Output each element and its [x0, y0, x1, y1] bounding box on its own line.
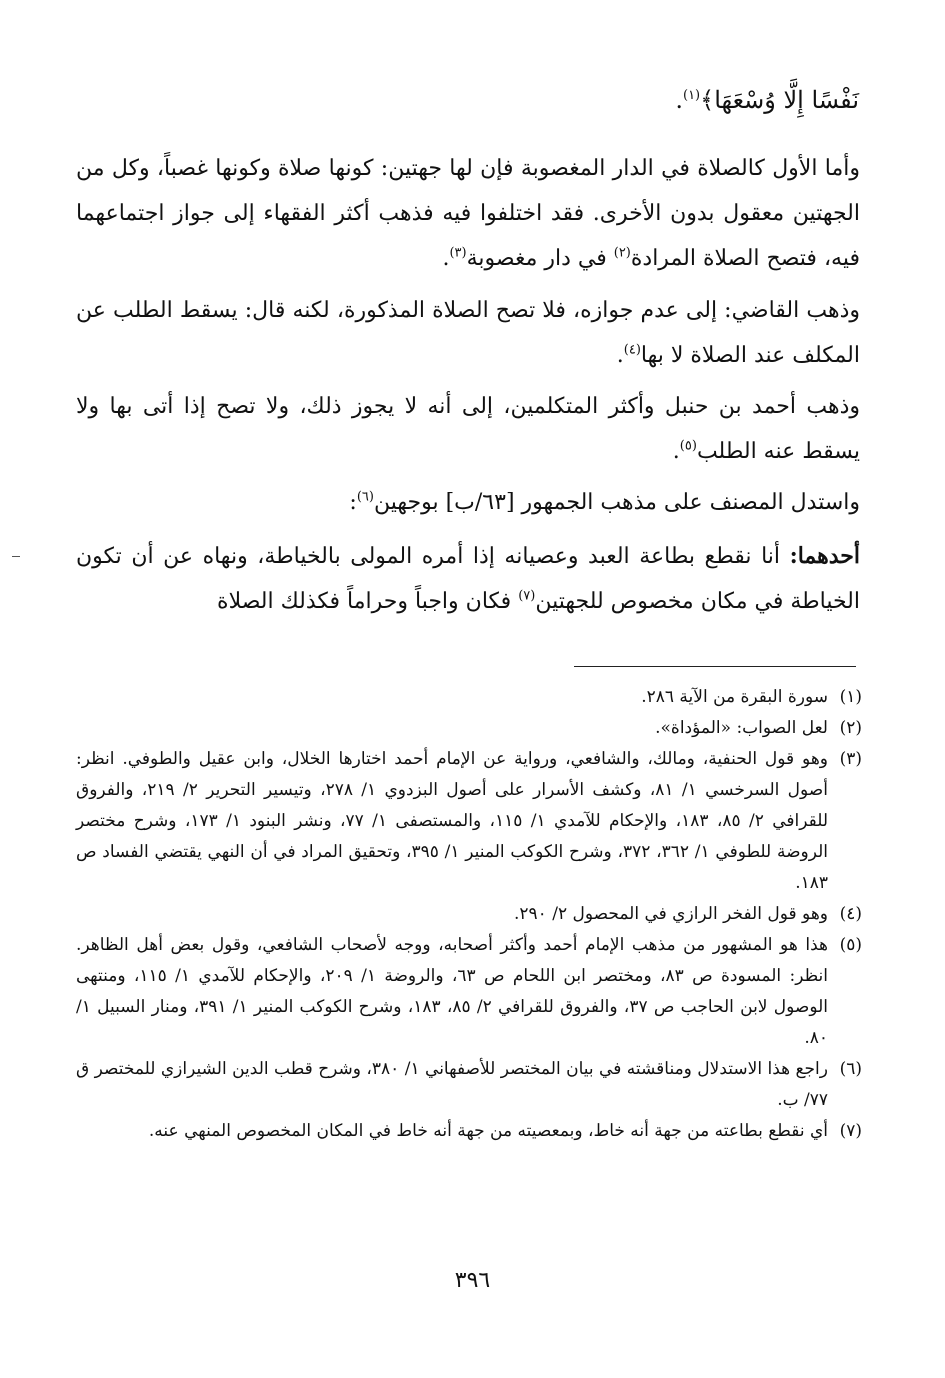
footnote-text: راجع هذا الاستدلال ومناقشته في بيان المختصر للأصفهاني ١/ ٣٨٠، وشرح قطب الدين الشيرازي للمختصر ق ٧٧/ ب. [76, 1059, 828, 1110]
footnote-item [76, 930, 862, 1054]
footnote-ref-5: (٥) [679, 438, 697, 454]
paragraph-text: فكان واجباً وحراماً فكذلك الصلاة [217, 589, 519, 614]
footnote-text: سورة البقرة من الآية ٢٨٦. [641, 687, 828, 707]
footnote-number: (٥) [839, 935, 862, 955]
paragraph-heading: أحدهما: [789, 543, 860, 569]
footnote-item [76, 744, 862, 899]
footnote-item [76, 713, 862, 744]
footnote-item [76, 682, 862, 713]
footnote-ref-6: (٦) [356, 489, 374, 505]
paragraph-first-case [76, 146, 860, 281]
footnote-separator [574, 666, 856, 667]
footnote-item [76, 1116, 862, 1147]
paragraph-text: واستدل المصنف على مذهب الجمهور [٦٣/ب] بوجهين [373, 490, 860, 515]
paragraph-text: وذهب أحمد بن حنبل وأكثر المتكلمين، إلى أنه لا يجوز ذلك، ولا تصح إذا أتى بها ولا يسقط عنه الطلب [76, 394, 860, 464]
paragraph-text: وأما الأول كالصلاة في الدار المغصوبة فإن لها جهتين: كونها صلاة وكونها غصباً، وكل من الجهتين معقول بدون الأخرى. فقد اختلفوا فيه فذهب أكثر الفقهاء إلى جواز اجتماعهما فيه، فتصح الصلاة المرادة [76, 156, 860, 271]
footnote-item [76, 899, 862, 930]
verse-period: . [675, 86, 683, 114]
footnote-ref-1: (١) [682, 88, 701, 103]
footnotes-section [76, 682, 862, 1147]
footnote-number: (٣) [839, 749, 862, 769]
paragraph-ahmad-view [76, 384, 860, 474]
footnote-number: (٢) [839, 718, 862, 738]
paragraph-first-proof [76, 534, 860, 624]
footnote-text: أي نقطع بطاعته من جهة أنه خاط، وبمعصيته من جهة أنه خاط في المكان المخصوص المنهي عنه. [148, 1121, 828, 1141]
footnote-number: (٦) [839, 1059, 862, 1079]
paragraph-text: أنا نقطع بطاعة العبد وعصيانه إذا أمره المولى بالخياطة، ونهاه عن أن تكون الخياطة في مكان مخصوص للجهتين [76, 544, 860, 614]
footnote-number: (٤) [839, 904, 862, 924]
paragraph-text: وذهب القاضي: إلى عدم جوازه، فلا تصح الصلاة المذكورة، لكنه قال: يسقط الطلب عن المكلف عند الصلاة لا بها [76, 298, 860, 368]
footnote-text: لعل الصواب: «المؤداة». [655, 718, 828, 738]
footnote-number: (٧) [839, 1121, 862, 1141]
footnote-text: هذا هو المشهور من مذهب الإمام أحمد وأكثر أصحابه، ووجه لأصحاب الشافعي، وقول بعض أهل الظاهر. انظر: المسودة ص ٨٣، ومختصر ابن اللحام ص ٦٣، والروضة ١/ ٢٠٩، والإحكام للآمدي ١/ ١١٥، ومنتهى الوصول لابن الحاجب ص ٣٧، والفروق للقرافي ٢/ ٨٥، ١٨٣، وشرح الكوكب المنير ١/ ٣٩١، ومنار السبيل ١/ ٨٠. [76, 935, 829, 1048]
paragraph-end: . [442, 246, 450, 271]
page-number: ٣٩٦ [454, 1268, 491, 1293]
paragraph-end: : [349, 490, 357, 515]
verse-closing-bracket: ﴾ [700, 86, 715, 114]
footnote-ref-4: (٤) [623, 342, 641, 358]
paragraph-author-argument [76, 480, 860, 525]
footnote-text: وهو قول الحنفية، ومالك، والشافعي، ورواية عن الإمام أحمد اختارها الخلال، وابن عقيل والطوفي. انظر: أصول السرخسي ١/ ٨١، وكشف الأسرار على أصول البزدوي ١/ ٢٧٨، وتيسير التحرير ٢/ ٢١٩، والفروق للقرافي ٢/ ٨٥، ١٨٣، والإحكام للآمدي ١/ ١١٥، والمستصفى ١/ ٧٧، ونشر البنود ١/ ١٧٣، وشرح مختصر الروضة للطوفي ١/ ٣٦٢، ٣٧٢، وشرح الكوكب المنير ١/ ٣٩٥، وتحقيق المراد في أن النهي يقتضي الفساد ص ١٨٣. [76, 749, 829, 893]
footnote-ref-3: (٣) [449, 245, 467, 261]
footnote-item [76, 1054, 862, 1116]
verse-text: نَفْسًا إِلَّا وُسْعَهَا [714, 86, 859, 114]
paragraph-end: . [616, 343, 624, 368]
margin-mark [12, 556, 20, 557]
footnote-ref-7: (٧) [518, 588, 536, 604]
footnote-text: وهو قول الفخر الرازي في المحصول ٢/ ٢٩٠. [514, 904, 828, 924]
paragraph-qadi-view [76, 288, 860, 378]
paragraph-end: . [672, 439, 680, 464]
footnote-ref-2: (٢) [613, 245, 631, 261]
footnote-number: (١) [839, 687, 862, 707]
quran-verse-fragment [675, 78, 859, 122]
paragraph-text: في دار مغصوبة [466, 246, 614, 271]
